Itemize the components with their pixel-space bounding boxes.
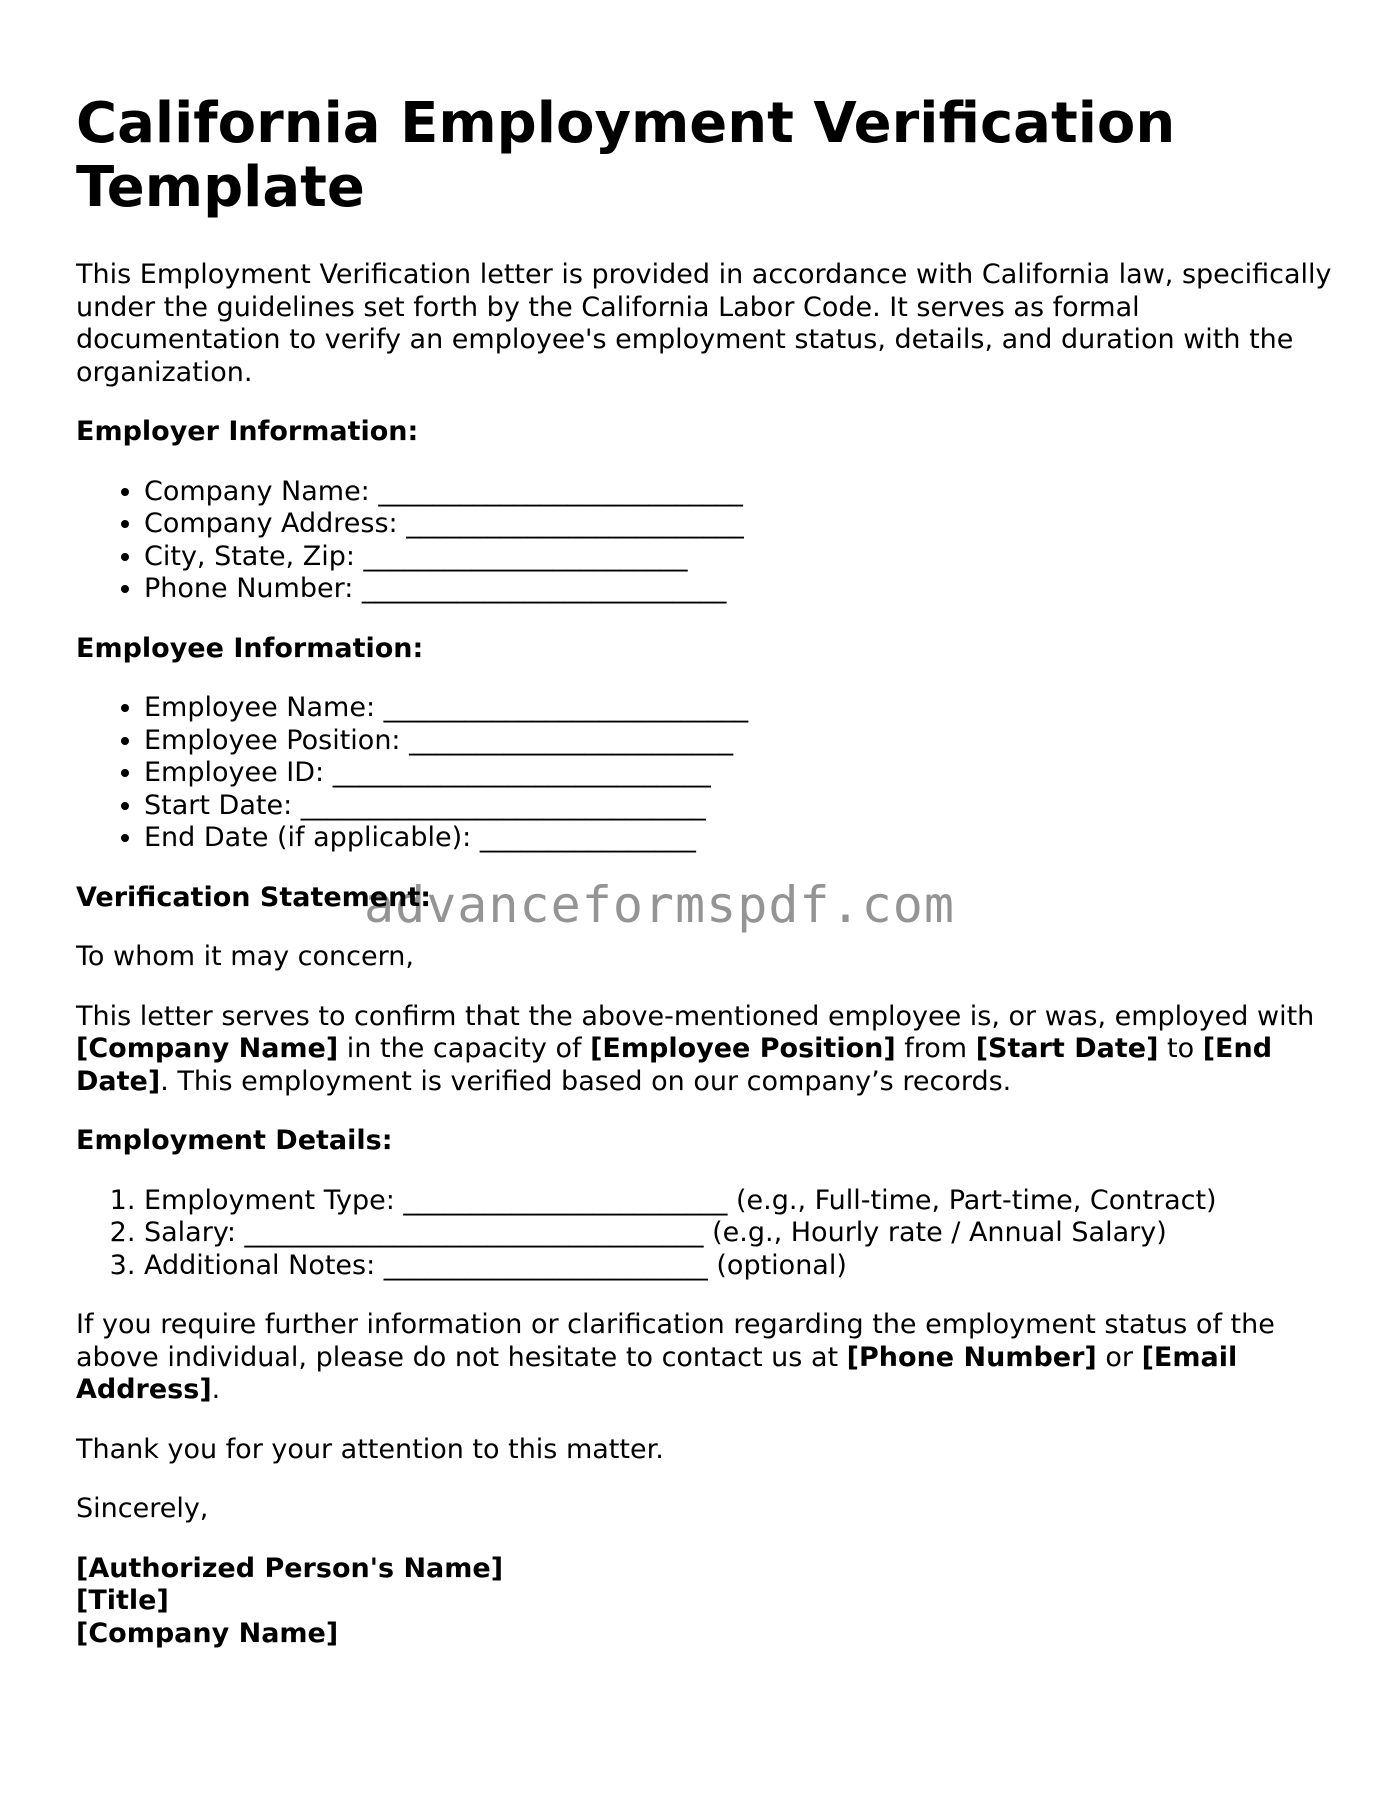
details-list bbox=[76, 1185, 1336, 1283]
list-item: • Company Address: _________________________ bbox=[144, 508, 1336, 541]
list-item: • Employee ID: ____________________________ bbox=[144, 757, 1336, 790]
watermark: advanceformspdf.com bbox=[364, 876, 955, 934]
contact-paragraph: If you require further information or clarification regarding the employment status of the above individual, please do not hesitate to contact us at [Phone Number] or [Email Address]. bbox=[76, 1309, 1275, 1405]
list-item: • Start Date: ______________________________ bbox=[144, 790, 1336, 823]
fill-in-blank: ________________ bbox=[479, 822, 696, 853]
employee-fields-list bbox=[76, 692, 1336, 855]
list-item: 2. Salary: __________________________________ (e.g., Hourly rate / Annual Salary) bbox=[144, 1217, 1336, 1250]
fill-in-blank: ____________________________ bbox=[332, 757, 711, 788]
list-item: 3. Additional Notes: ________________________ (optional) bbox=[144, 1250, 1336, 1283]
employer-heading: Employer Information: bbox=[76, 416, 419, 447]
fill-in-blank: ________________________ bbox=[363, 540, 688, 572]
closing-line: Sincerely, bbox=[76, 1493, 209, 1524]
employee-heading: Employee Information: bbox=[76, 632, 424, 664]
list-item: 1. Employment Type: ________________________ (e.g., Full-time, Part-time, Contract) bbox=[144, 1185, 1336, 1218]
fill-in-blank: _________________________ bbox=[406, 508, 744, 539]
fill-in-blank: ________________________ bbox=[383, 1249, 708, 1281]
signature-block bbox=[76, 1553, 1336, 1651]
signatory-company: [Company Name] bbox=[76, 1617, 339, 1649]
document-page bbox=[76, 92, 1336, 1650]
list-item: • Phone Number: ___________________________ bbox=[144, 573, 1336, 606]
fill-in-blank: ________________________ bbox=[403, 1184, 728, 1216]
fill-in-blank: ________________________ bbox=[409, 724, 734, 756]
salutation: To whom it may concern, bbox=[76, 941, 414, 972]
end-date-placeholder: [End Date] bbox=[76, 1033, 1273, 1097]
list-item: • Company Name: ___________________________ bbox=[144, 476, 1336, 509]
position-placeholder: [Employee Position] bbox=[590, 1033, 896, 1064]
signatory-name: [Authorized Person's Name] bbox=[76, 1552, 504, 1584]
verification-heading: Verification Statement: bbox=[76, 881, 432, 913]
list-item: • Employee Position: ________________________ bbox=[144, 725, 1336, 758]
verification-paragraph: This letter serves to confirm that the above-mentioned employee is, or was, employed with [Company Name] in the capacity of [Employee Position] from [Start Date] to [End Date]. This employment is verified based on our company’s records. bbox=[76, 1000, 1315, 1097]
fill-in-blank: ___________________________ bbox=[378, 475, 743, 507]
page-title: California Employment Verification Template bbox=[76, 91, 1176, 220]
fill-in-blank: ___________________________ bbox=[361, 573, 727, 604]
thanks-line: Thank you for your attention to this matter. bbox=[76, 1433, 664, 1465]
company-placeholder: [Company Name] bbox=[76, 1033, 339, 1064]
list-item: • Employee Name: ___________________________ bbox=[144, 692, 1336, 725]
intro-paragraph: This Employment Verification letter is provided in accordance with California law, specifically under the guidelines set forth by the California Labor Code. It serves as formal documentation to verify an employee's employment status, details, and duration with the organization. bbox=[76, 259, 1332, 388]
fill-in-blank: __________________________________ bbox=[244, 1217, 704, 1248]
fill-in-blank: ______________________________ bbox=[300, 789, 706, 821]
start-date-placeholder: [Start Date] bbox=[975, 1033, 1159, 1064]
employer-fields-list bbox=[76, 476, 1336, 606]
list-item: • End Date (if applicable): ________________ bbox=[144, 822, 1336, 855]
details-heading: Employment Details: bbox=[76, 1125, 393, 1156]
signatory-title: [Title] bbox=[76, 1585, 169, 1616]
fill-in-blank: ___________________________ bbox=[383, 692, 749, 723]
phone-placeholder: [Phone Number] bbox=[846, 1341, 1097, 1373]
email-placeholder: [Email Address] bbox=[76, 1341, 1238, 1405]
list-item: • City, State, Zip: ________________________ bbox=[144, 541, 1336, 574]
